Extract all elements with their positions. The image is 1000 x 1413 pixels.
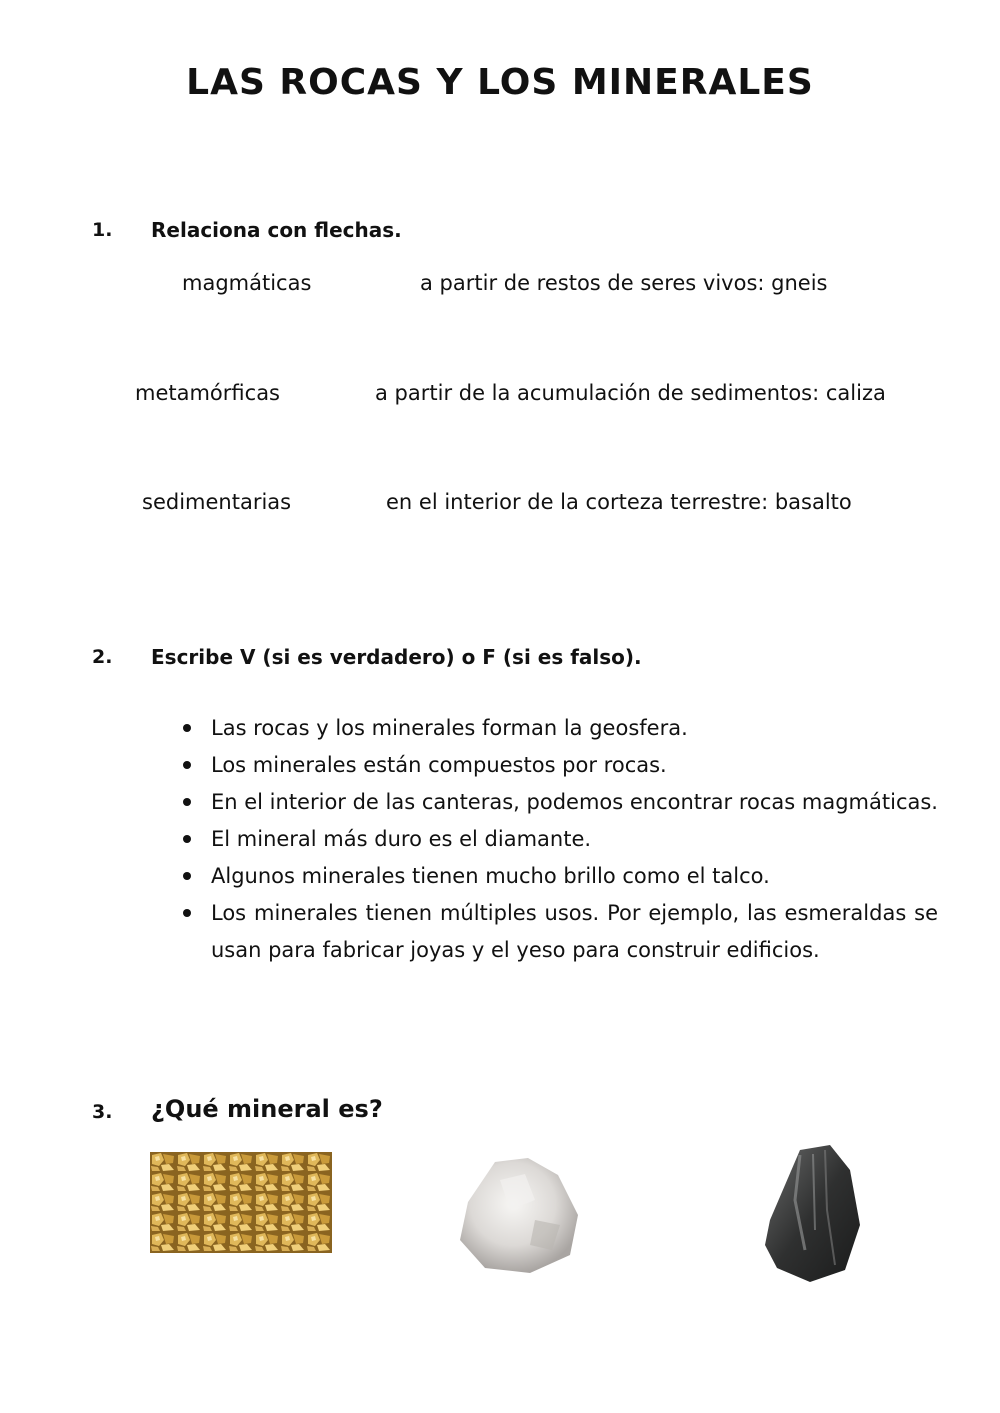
rock-description-3[interactable]: en el interior de la corteza terrestre: basalto xyxy=(386,490,852,514)
question-2-instruction: Escribe V (si es verdadero) o F (si es falso). xyxy=(151,645,642,669)
bullet-icon xyxy=(183,761,191,769)
bullet-icon xyxy=(183,724,191,732)
rock-description-2[interactable]: a partir de la acumulación de sedimentos: caliza xyxy=(375,381,886,405)
graphite-image xyxy=(755,1140,870,1285)
statement-6[interactable]: Los minerales tienen múltiples usos. Por ejemplo, las esmeraldas se usan para fabricar joyas y el yeso para construir edificios. xyxy=(180,895,938,969)
question-2-number: 2. xyxy=(92,646,113,668)
rock-type-metamorficas[interactable]: metamórficas xyxy=(135,381,281,405)
page-title: LAS ROCAS Y LOS MINERALES xyxy=(186,62,814,103)
true-false-list xyxy=(180,710,938,969)
white-quartz-image xyxy=(440,1130,600,1280)
gold-nuggets-image xyxy=(150,1152,332,1253)
question-1-instruction: Relaciona con flechas. xyxy=(151,218,402,242)
bullet-icon xyxy=(183,798,191,806)
statement-4[interactable]: El mineral más duro es el diamante. xyxy=(180,821,938,858)
statement-1[interactable]: Las rocas y los minerales forman la geosfera. xyxy=(180,710,938,747)
question-1-number: 1. xyxy=(92,219,113,241)
statement-2[interactable]: Los minerales están compuestos por rocas. xyxy=(180,747,938,784)
statement-5[interactable]: Algunos minerales tienen mucho brillo como el talco. xyxy=(180,858,938,895)
bullet-icon xyxy=(183,835,191,843)
question-3-number: 3. xyxy=(92,1101,113,1123)
rock-type-magmaticas[interactable]: magmáticas xyxy=(182,271,312,295)
statement-3[interactable]: En el interior de las canteras, podemos encontrar rocas magmáticas. xyxy=(180,784,938,821)
rock-type-sedimentarias[interactable]: sedimentarias xyxy=(142,490,292,514)
bullet-icon xyxy=(183,872,191,880)
rock-description-1[interactable]: a partir de restos de seres vivos: gneis xyxy=(420,271,828,295)
question-3-instruction: ¿Qué mineral es? xyxy=(151,1095,383,1123)
bullet-icon xyxy=(183,909,191,917)
